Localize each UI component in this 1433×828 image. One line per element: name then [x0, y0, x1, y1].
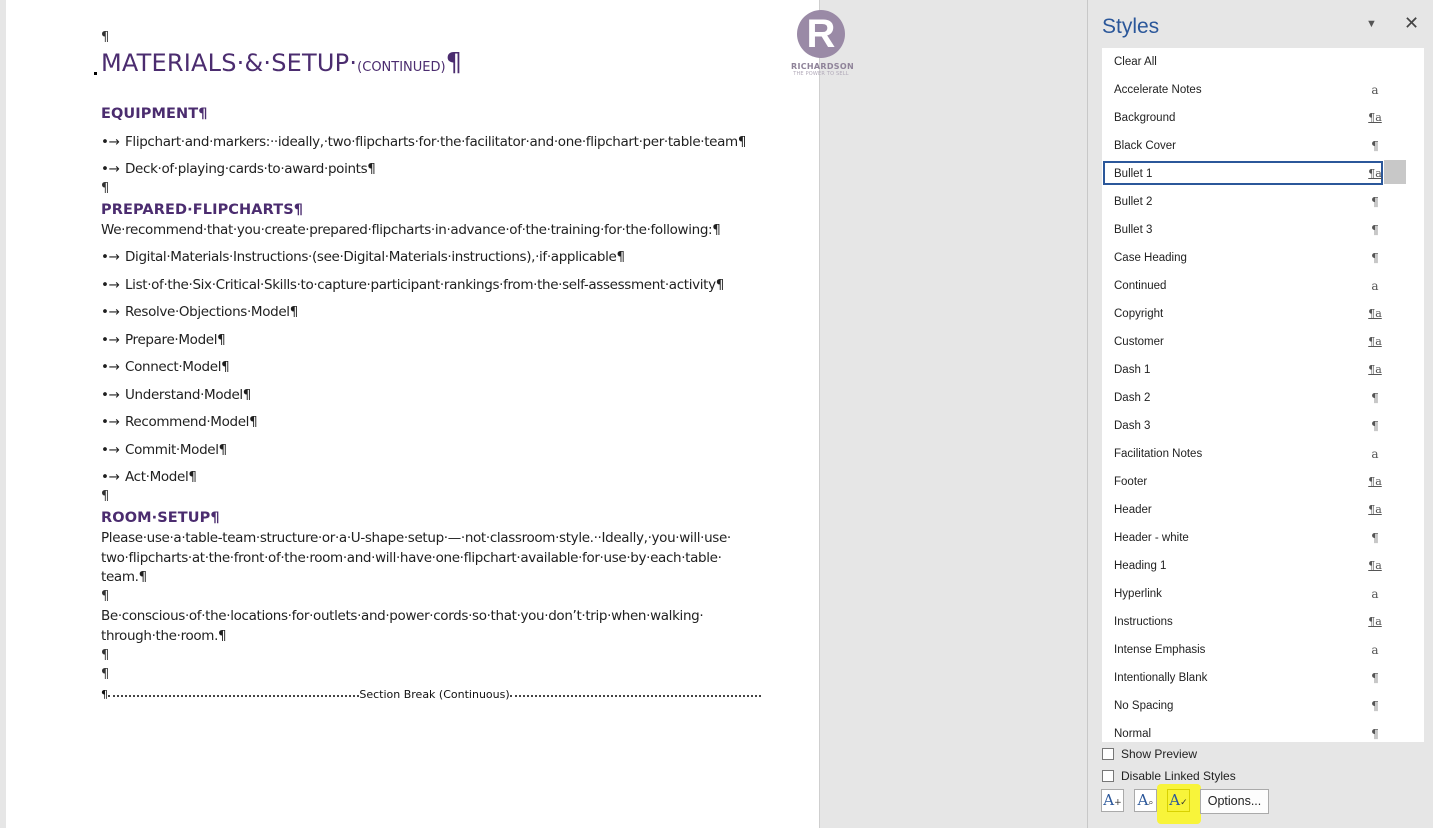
scrollbar-thumb[interactable]	[1384, 160, 1406, 184]
new-style-icon: A	[1103, 791, 1115, 809]
style-item-label: Clear All	[1114, 56, 1157, 68]
bullet-item[interactable]	[101, 304, 298, 320]
style-item-label: Intense Emphasis	[1114, 644, 1206, 656]
bullet-item[interactable]	[101, 442, 227, 458]
text-cursor	[94, 72, 97, 75]
character-style-icon: a	[1371, 587, 1379, 601]
linked-style-icon: ¶a	[1368, 335, 1382, 348]
style-item-label: No Spacing	[1114, 700, 1174, 712]
style-item-label: Dash 1	[1114, 364, 1151, 376]
room-paragraph-line[interactable]: Please·use·a·table-team·structure·or·a·U-shape·setup·—·not·classroom·style.··Ideally,·you·will·use·	[101, 530, 731, 546]
style-item-label: Accelerate Notes	[1114, 84, 1202, 96]
bullet-text: Understand·Model¶	[125, 387, 252, 403]
prepared-flipcharts-heading[interactable]: PREPARED·FLIPCHARTS¶	[101, 202, 304, 218]
checkmark-icon: ✓	[1180, 798, 1188, 808]
style-item-label: Header - white	[1114, 532, 1189, 544]
section-break-dots-right	[510, 695, 761, 697]
character-style-icon: a	[1371, 83, 1379, 97]
style-item-label: Black Cover	[1114, 140, 1176, 152]
paragraph-style-icon: ¶	[1371, 139, 1379, 153]
bullet-item[interactable]	[101, 469, 197, 485]
style-item-accelerate-notes[interactable]	[1102, 76, 1424, 104]
bullet-text: Prepare·Model¶	[125, 332, 226, 348]
styles-pane-title: Styles	[1102, 15, 1160, 38]
room-paragraph-line[interactable]: team.¶	[101, 569, 147, 585]
bullet-item[interactable]	[101, 134, 746, 150]
show-preview-label: Show Preview	[1121, 747, 1198, 761]
paragraph-style-icon: ¶	[1371, 251, 1379, 265]
show-preview-checkbox[interactable]	[1102, 746, 1322, 762]
style-item-label: Bullet 1	[1114, 168, 1153, 180]
equipment-heading[interactable]: EQUIPMENT¶	[101, 106, 208, 122]
bullet-text: Commit·Model¶	[125, 442, 227, 458]
style-item-label: Bullet 3	[1114, 224, 1153, 236]
linked-style-icon: ¶a	[1368, 111, 1382, 124]
paragraph-style-icon: ¶	[1371, 671, 1379, 685]
style-item-bullet-3[interactable]	[1102, 216, 1424, 244]
style-item-hyperlink[interactable]	[1102, 580, 1424, 608]
linked-style-icon: ¶a	[1368, 615, 1382, 628]
linked-style-icon: ¶a	[1368, 503, 1382, 516]
bullet-text: Flipchart·and·markers:··ideally,·two·flipcharts·for·the·facilitator·and·one·flipchart·per·table·team¶	[125, 134, 747, 150]
style-item-case-heading[interactable]	[1102, 244, 1424, 272]
bullet-text: Digital·Materials·Instructions·(see·Digital·Materials·instructions),·if·applicable¶	[125, 249, 625, 265]
style-item-label: Footer	[1114, 476, 1148, 488]
manage-styles-icon: A	[1169, 791, 1181, 809]
style-item-label: Customer	[1114, 336, 1164, 348]
bullet-item[interactable]	[101, 387, 251, 403]
bullet-marker: •→	[101, 304, 120, 320]
linked-style-icon: ¶a	[1368, 475, 1382, 488]
style-item-intentionally-blank[interactable]	[1102, 664, 1424, 692]
empty-paragraph[interactable]: ¶	[101, 648, 109, 663]
logo-tagline: THE POWER TO SELL	[793, 71, 849, 77]
section-break-label: Section Break (Continuous)	[359, 688, 510, 701]
style-item-label: Hyperlink	[1114, 588, 1162, 600]
paragraph-style-icon: ¶	[1371, 531, 1379, 545]
bullet-text: Resolve·Objections·Model¶	[125, 304, 298, 320]
empty-paragraph[interactable]: ¶	[101, 30, 109, 45]
style-item-label: Dash 3	[1114, 420, 1151, 432]
bullet-item[interactable]	[101, 414, 257, 430]
bullet-marker: •→	[101, 359, 120, 375]
magnifier-icon: ⌕	[1148, 798, 1154, 808]
linked-style-icon: ¶a	[1368, 167, 1382, 180]
bullet-text: Deck·of·playing·cards·to·award·points¶	[125, 161, 376, 177]
disable-linked-styles-label: Disable Linked Styles	[1121, 769, 1236, 783]
disable-linked-styles-checkbox[interactable]	[1102, 768, 1322, 784]
style-item-label: Instructions	[1114, 616, 1173, 628]
character-style-icon: a	[1371, 643, 1379, 657]
bullet-item[interactable]	[101, 249, 625, 265]
chevron-down-icon[interactable]: ▼	[1366, 18, 1377, 30]
linked-style-icon: ¶a	[1368, 307, 1382, 320]
empty-paragraph[interactable]: ¶	[101, 589, 109, 604]
outlets-paragraph-line[interactable]: through·the·room.¶	[101, 628, 227, 644]
style-item-label: Intentionally Blank	[1114, 672, 1208, 684]
bullet-item[interactable]	[101, 332, 225, 348]
style-item-bullet-1[interactable]	[1102, 160, 1424, 188]
style-item-label: Heading 1	[1114, 560, 1167, 572]
bullet-text: Connect·Model¶	[125, 359, 230, 375]
richardson-logo	[791, 10, 854, 82]
style-item-dash-1[interactable]	[1102, 356, 1424, 384]
style-item-facilitation-notes[interactable]	[1102, 440, 1424, 468]
bullet-marker: •→	[101, 469, 120, 485]
empty-paragraph[interactable]: ¶	[101, 181, 109, 196]
bullet-text: Recommend·Model¶	[125, 414, 258, 430]
style-item-bullet-2[interactable]	[1102, 188, 1424, 216]
outlets-paragraph-line[interactable]: Be·conscious·of·the·locations·for·outlets·and·power·cords·so·that·you·don’t·trip·when·walking·	[101, 608, 704, 624]
style-item-normal[interactable]	[1102, 720, 1424, 742]
checkbox-box[interactable]	[1102, 748, 1114, 760]
style-item-label: Background	[1114, 112, 1176, 124]
style-item-customer[interactable]	[1102, 328, 1424, 356]
bullet-marker: •→	[101, 414, 120, 430]
bullet-marker: •→	[101, 277, 120, 293]
style-item-instructions[interactable]	[1102, 608, 1424, 636]
styles-list[interactable]	[1102, 48, 1424, 742]
bullet-marker: •→	[101, 332, 120, 348]
style-item-background[interactable]	[1102, 104, 1424, 132]
options-button[interactable]: Options...	[1200, 789, 1269, 814]
flipcharts-intro[interactable]: We·recommend·that·you·create·prepared·flipcharts·in·advance·of·the·training·for·the·following:¶	[101, 222, 721, 238]
document-page[interactable]	[6, 0, 854, 828]
style-item-black-cover[interactable]	[1102, 132, 1424, 160]
paragraph-style-icon: ¶	[1371, 419, 1379, 433]
paragraph-style-icon: ¶	[1371, 727, 1379, 741]
section-break-dots-left	[108, 695, 359, 697]
style-item-continued[interactable]	[1102, 272, 1424, 300]
paragraph-style-icon: ¶	[1371, 391, 1379, 405]
section-break-pilcrow: ¶	[101, 688, 108, 701]
empty-paragraph[interactable]: ¶	[101, 489, 109, 504]
paragraph-style-icon: ¶	[1371, 223, 1379, 237]
style-inspector-icon: A	[1137, 791, 1149, 809]
style-item-intense-emphasis[interactable]	[1102, 636, 1424, 664]
style-item-label: Copyright	[1114, 308, 1164, 320]
bullet-item[interactable]	[101, 161, 376, 177]
bullet-marker: •→	[101, 249, 120, 265]
style-item-header-white[interactable]	[1102, 524, 1424, 552]
room-setup-heading[interactable]: ROOM·SETUP¶	[101, 510, 220, 526]
style-item-label: Header	[1114, 504, 1152, 516]
new-style-button[interactable]	[1101, 789, 1124, 812]
style-item-clear-all[interactable]	[1102, 48, 1424, 76]
page-title-pilcrow: ¶	[445, 48, 463, 78]
style-item-header[interactable]	[1102, 496, 1424, 524]
page-title-continued: (CONTINUED)	[357, 60, 446, 75]
linked-style-icon: ¶a	[1368, 559, 1382, 572]
style-item-label: Dash 2	[1114, 392, 1151, 404]
paragraph-style-icon: ¶	[1371, 195, 1379, 209]
bullet-item[interactable]	[101, 359, 229, 375]
style-item-no-spacing[interactable]	[1102, 692, 1424, 720]
linked-style-icon: ¶a	[1368, 363, 1382, 376]
style-item-label: Normal	[1114, 728, 1152, 740]
close-icon[interactable]: ✕	[1404, 13, 1420, 33]
page-title[interactable]	[101, 48, 462, 78]
plus-icon: +	[1114, 798, 1122, 808]
bullet-marker: •→	[101, 387, 120, 403]
style-item-dash-2[interactable]	[1102, 384, 1424, 412]
checkbox-box[interactable]	[1102, 770, 1114, 782]
styles-pane	[1087, 0, 1433, 828]
bullet-marker: •→	[101, 134, 120, 150]
style-inspector-button[interactable]	[1134, 789, 1157, 812]
style-item-label: Facilitation Notes	[1114, 448, 1203, 460]
logo-name: RICHARDSON	[791, 62, 854, 71]
bullet-marker: •→	[101, 442, 120, 458]
bullet-text: List·of·the·Six·Critical·Skills·to·capture·participant·rankings·from·the·self-assessment·activity¶	[125, 277, 725, 293]
style-item-dash-3[interactable]	[1102, 412, 1424, 440]
paragraph-style-icon: ¶	[1371, 699, 1379, 713]
room-paragraph-line[interactable]: two·flipcharts·at·the·front·of·the·room·and·will·have·one·flipchart·available·for·use·by·each·table·	[101, 550, 722, 566]
manage-styles-button[interactable]	[1167, 789, 1190, 812]
bullet-item[interactable]	[101, 277, 724, 293]
character-style-icon: a	[1371, 447, 1379, 461]
empty-paragraph[interactable]: ¶	[101, 667, 109, 682]
section-break[interactable]	[101, 688, 761, 701]
style-item-heading-1[interactable]	[1102, 552, 1424, 580]
style-item-label: Bullet 2	[1114, 196, 1153, 208]
bullet-marker: •→	[101, 161, 120, 177]
page-title-text: MATERIALS·&·SETUP·	[101, 49, 358, 77]
character-style-icon: a	[1371, 279, 1379, 293]
style-item-footer[interactable]	[1102, 468, 1424, 496]
style-item-copyright[interactable]	[1102, 300, 1424, 328]
style-item-label: Continued	[1114, 280, 1167, 292]
style-item-label: Case Heading	[1114, 252, 1187, 264]
logo-mark: R	[797, 10, 845, 58]
bullet-text: Act·Model¶	[125, 469, 197, 485]
